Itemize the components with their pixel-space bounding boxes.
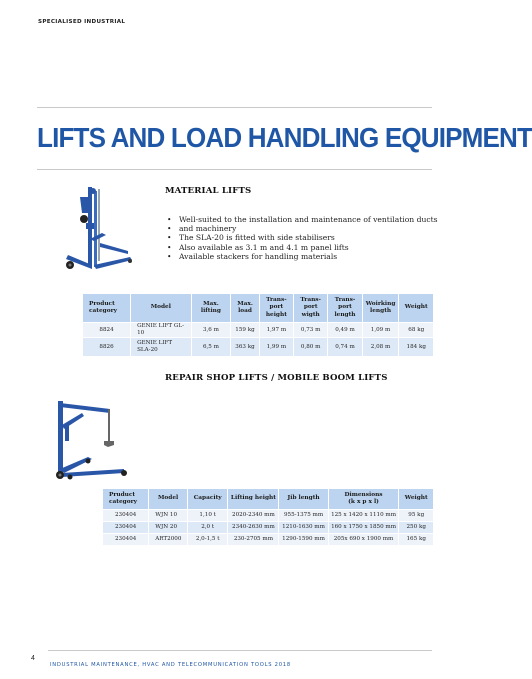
table-row xyxy=(103,522,433,533)
table-cell: 1,97 m xyxy=(260,323,293,337)
footer-divider xyxy=(48,650,432,651)
table-cell: 165 kg xyxy=(399,534,433,545)
table-header-cell: Weight xyxy=(399,489,433,509)
table-header-cell: Model xyxy=(131,294,190,322)
footer-title: INDUSTRIAL MAINTENANCE, HVAC AND TELECOMMUNICATION TOOLS 2018 xyxy=(50,662,291,668)
table-header-cell: Dimensions (k x p x l) xyxy=(329,489,399,509)
table-cell: 2,0 t xyxy=(188,522,227,533)
table-cell: 160 x 1750 x 1850 mm xyxy=(329,522,399,533)
table-cell: WJN 20 xyxy=(149,522,187,533)
table-header-cell: Model xyxy=(149,489,187,509)
feature-list xyxy=(165,215,445,261)
table-cell: 95 kg xyxy=(399,510,433,521)
list-item: • Available stackers for handling materials xyxy=(165,252,445,261)
table-cell: 205x 690 x 1900 mm xyxy=(329,534,399,545)
section-heading-repair-shop-lifts: REPAIR SHOP LIFTS / MOBILE BOOM LIFTS xyxy=(165,373,388,383)
table-header-cell: Trans- port height xyxy=(260,294,293,322)
table-header-cell: Woirking length xyxy=(363,294,399,322)
material-lifts-table xyxy=(82,293,434,357)
table-row xyxy=(83,338,433,356)
table-cell: GENIE LIFT GL-10 xyxy=(131,323,190,337)
table-cell: 68 kg xyxy=(399,323,433,337)
list-item: • The SLA-20 is fitted with side stabilisers xyxy=(165,233,445,242)
table-cell: 1290-1590 mm xyxy=(279,534,327,545)
repair-shop-lift-image xyxy=(48,395,138,485)
table-cell: 6,5 m xyxy=(192,338,231,356)
table-cell: 159 kg xyxy=(231,323,258,337)
divider xyxy=(37,107,432,108)
table-row xyxy=(103,510,433,521)
table-header-cell: Max. load xyxy=(231,294,258,322)
table-header-cell: Jib length xyxy=(279,489,327,509)
table-row xyxy=(83,323,433,337)
table-header-cell: Trans- port wigth xyxy=(294,294,327,322)
table-cell: 8824 xyxy=(83,323,130,337)
table-cell: 250 kg xyxy=(399,522,433,533)
table-cell: 230-2705 mm xyxy=(228,534,278,545)
table-header-cell: Lifting height xyxy=(228,489,278,509)
list-item: • Also available as 3.1 m and 4.1 m panel lifts xyxy=(165,243,445,252)
table-cell: GENIE LIFT SLA-20 xyxy=(131,338,190,356)
table-header-cell: Weight xyxy=(399,294,433,322)
table-cell: 1210-1630 mm xyxy=(279,522,327,533)
list-item: • Well-suited to the installation and maintenance of ventilation ducts xyxy=(165,215,445,224)
table-header-cell: Max. lifting xyxy=(192,294,231,322)
table-cell: 230404 xyxy=(103,510,148,521)
table-cell: 2340-2630 mm xyxy=(228,522,278,533)
table-header-cell: Pruduct category xyxy=(103,489,148,509)
table-cell: 363 kg xyxy=(231,338,258,356)
section-heading-material-lifts: MATERIAL LIFTS xyxy=(165,186,252,196)
table-cell: 125 x 1420 x 1110 mm xyxy=(329,510,399,521)
table-cell: ART2000 xyxy=(149,534,187,545)
table-cell: 8826 xyxy=(83,338,130,356)
material-lift-image xyxy=(60,183,140,283)
divider xyxy=(37,169,432,170)
table-cell: 2,08 m xyxy=(363,338,399,356)
page-number: 4 xyxy=(31,655,35,662)
table-header-cell: Trans- port length xyxy=(328,294,361,322)
table-row xyxy=(103,534,433,545)
table-cell: 0,74 m xyxy=(328,338,361,356)
table-cell: 0,49 m xyxy=(328,323,361,337)
table-cell: 955-1375 mm xyxy=(279,510,327,521)
table-cell: 230404 xyxy=(103,522,148,533)
table-cell: 230404 xyxy=(103,534,148,545)
table-cell: 2020-2340 mm xyxy=(228,510,278,521)
table-cell: 0,73 m xyxy=(294,323,327,337)
table-cell: 3,6 m xyxy=(192,323,231,337)
table-header-cell: Product category xyxy=(83,294,130,322)
table-cell: WJN 10 xyxy=(149,510,187,521)
table-header-cell: Capacity xyxy=(188,489,227,509)
page-title: LIFTS AND LOAD HANDLING EQUIPMENT xyxy=(37,122,532,153)
table-cell: 2,0-1,5 t xyxy=(188,534,227,545)
table-cell: 1,99 m xyxy=(260,338,293,356)
repair-shop-lifts-table xyxy=(102,488,434,546)
table-cell: 1,10 t xyxy=(188,510,227,521)
table-cell: 1,09 m xyxy=(363,323,399,337)
table-cell: 0,80 m xyxy=(294,338,327,356)
section-header-label: SPECIALISED INDUSTRIAL xyxy=(38,19,126,25)
table-cell: 184 kg xyxy=(399,338,433,356)
list-item: • and machinery xyxy=(165,224,445,233)
